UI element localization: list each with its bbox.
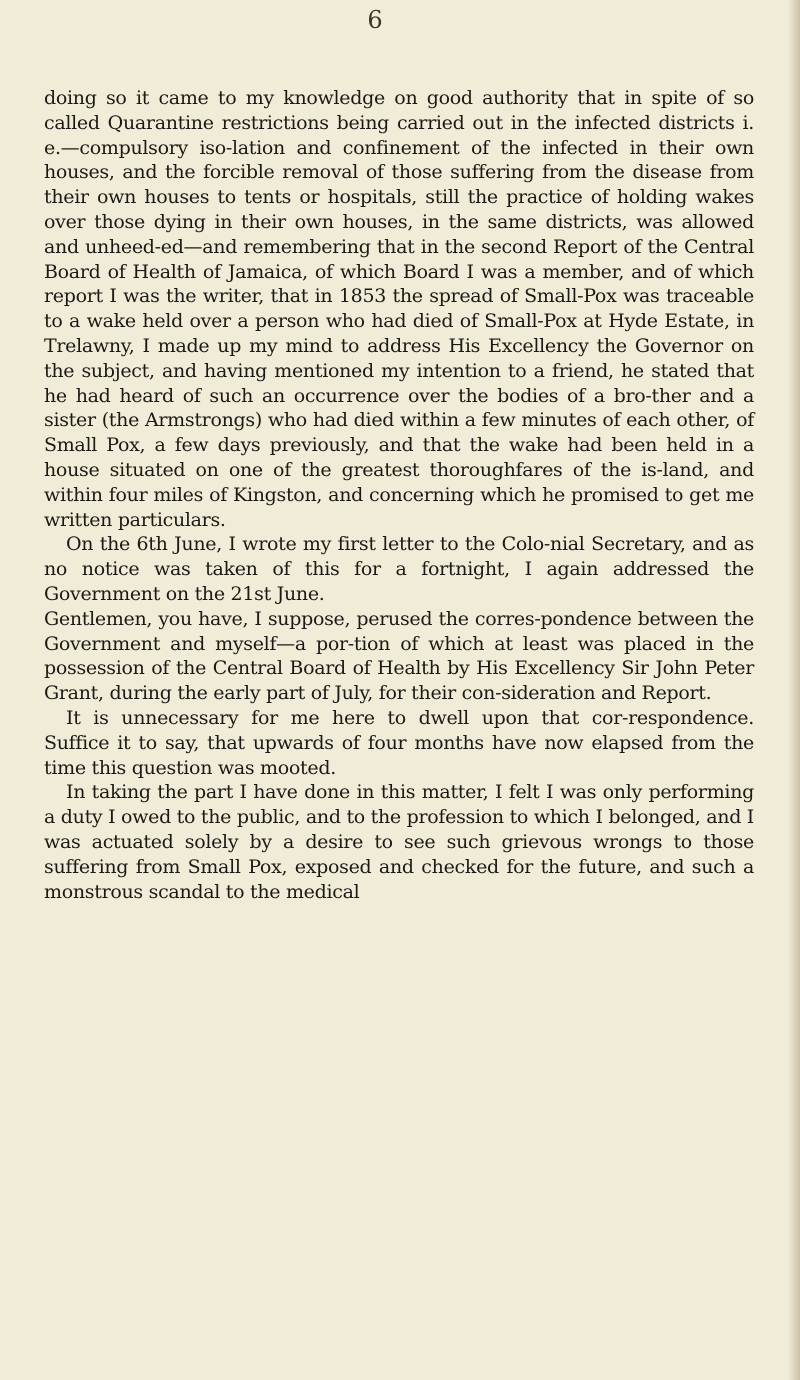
body-text (44, 86, 754, 904)
paragraph: doing so it came to my knowledge on good authority that in spite of so called Quarantine restrictions being carried out in the infected districts i. e.—compulsory iso-lation and confinement of the infected in their own houses, and the forcible removal of those suffering from the disease from their own houses to tents or hospitals, still the practice of holding wakes over those dying in their own houses, in the same districts, was allowed and unheed-ed—and remembering that in the second Report of the Central Board of Health of Jamaica, of which Board I was a member, and of which report I was the writer, that in 1853 the spread of Small-Pox was traceable to a wake held over a person who had died of Small-Pox at Hyde Estate, in Trelawny, I made up my mind to address His Excellency the Governor on the subject, and having mentioned my intention to a friend, he stated that he had heard of such an occurrence over the bodies of a bro-ther and a sister (the Armstrongs) who had died within a few minutes of each other, of Small Pox, a few days previously, and that the wake had been held in a house situated on one of the greatest thoroughfares of the is-land, and within four miles of Kingston, and concerning which he promised to get me written particulars. (44, 87, 754, 531)
page-number: 6 (367, 6, 383, 34)
paragraph: On the 6th June, I wrote my first letter to the Colo-nial Secretary, and as no notice was taken of this for a fortnight, I again addressed the Government on the 21st June. (44, 533, 754, 605)
paragraph: It is unnecessary for me here to dwell upon that cor-respondence. Suffice it to say, that upwards of four months have now elapsed from the time this question was mooted. (44, 706, 754, 779)
page-edge-shadow (788, 0, 800, 1380)
paragraph: In taking the part I have done in this matter, I felt I was only performing a duty I owed to the public, and to the profession to which I belonged, and I was actuated solely by a desire to see such grievous wrongs to those suffering from Small Pox, exposed and checked for the future, and such a monstrous scandal to the medical (44, 781, 754, 903)
paragraph: Gentlemen, you have, I suppose, perused the corres-pondence between the Government and myself—a por-tion of which at least was placed in the possession of the Central Board of Health by His Excellency Sir John Peter Grant, during the early part of July, for their con-sideration and Report. (44, 607, 754, 705)
